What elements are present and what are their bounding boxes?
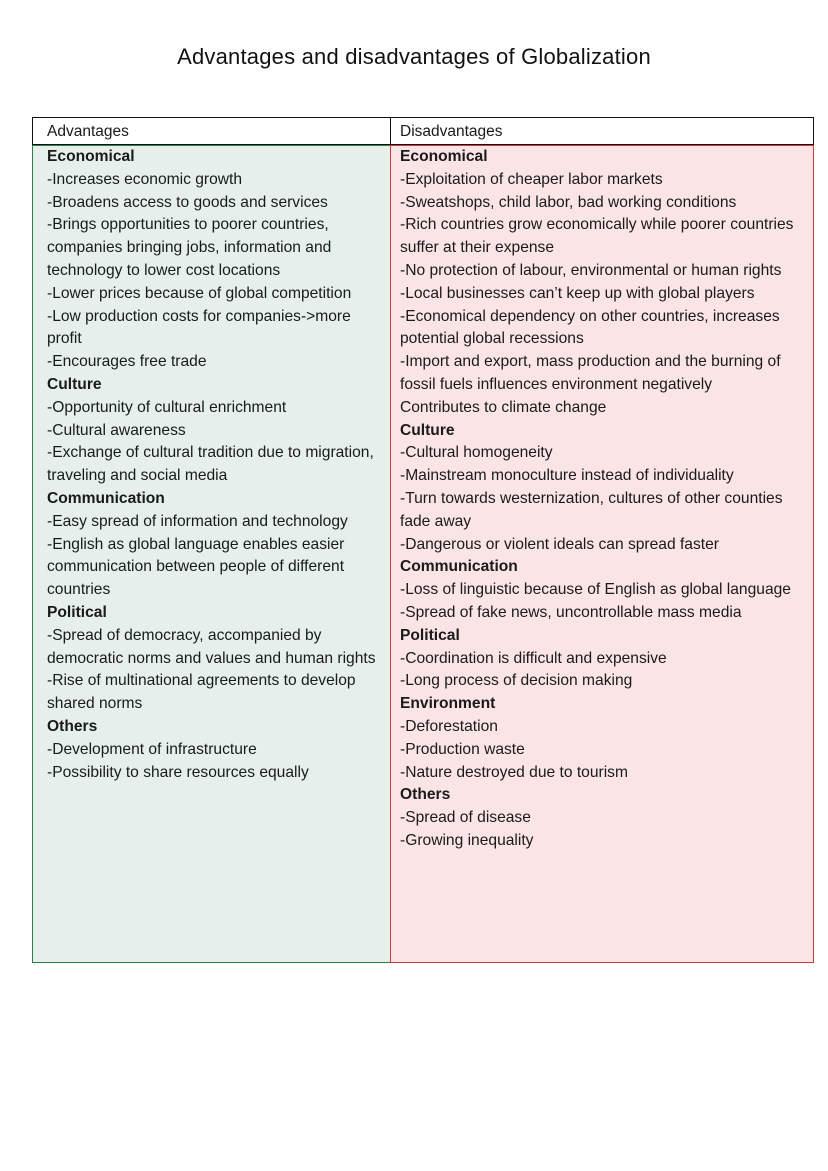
section-heading: Others [47,717,98,735]
disadvantages-column [390,145,814,963]
list-item: -Rise of multinational agreements to develop shared norms [47,672,356,713]
section-heading: Culture [47,375,102,393]
list-item: -Easy spread of information and technology [47,512,348,530]
list-item: -Brings opportunities to poorer countries, companies bringing jobs, information and technology to lower cost locations [47,216,332,279]
section-heading: Others [400,786,451,804]
list-item: -Long process of decision making [400,672,633,690]
list-item: -Encourages free trade [47,353,207,371]
list-item: -Spread of disease [400,809,531,827]
list-item: -Sweatshops, child labor, bad working conditions [400,193,737,211]
list-item: -Cultural homogeneity [400,444,553,462]
page-title: Advantages and disadvantages of Globalization [177,44,651,69]
list-item: -Turn towards westernization, cultures of other counties fade away [400,489,783,530]
list-item: -Deforestation [400,717,498,735]
section-heading: Communication [400,558,518,576]
list-item: -Local businesses can’t keep up with global players [400,284,755,302]
advantages-column [32,145,391,963]
section-heading: Environment [400,695,496,713]
list-item: -Loss of linguistic because of English as global language [400,581,791,599]
list-item: -Increases economic growth [47,170,243,188]
list-item: -Nature destroyed due to tourism [400,763,628,781]
list-item: -Development of infrastructure [47,740,257,758]
comparison-table [32,117,814,963]
section-heading: Economical [47,148,135,165]
list-item: -Spread of fake news, uncontrollable mass media [400,603,742,621]
section-heading: Economical [400,148,488,165]
list-item: -Opportunity of cultural enrichment [47,398,287,416]
list-item: -Cultural awareness [47,421,186,439]
list-item: -Production waste [400,740,525,758]
list-item: -Dangerous or violent ideals can spread faster [400,535,719,553]
list-item: -Spread of democracy, accompanied by democratic norms and values and human rights [47,626,376,667]
section-heading: Political [47,603,107,621]
section-heading: Culture [400,421,455,439]
list-item: -Rich countries grow economically while poorer countries suffer at their expense [400,216,794,257]
list-item: -No protection of labour, environmental or human rights [400,261,782,279]
list-item: Contributes to climate change [400,398,607,416]
list-item: -Possibility to share resources equally [47,763,309,781]
list-item: -Broadens access to goods and services [47,193,328,211]
list-item: -Low production costs for companies->more profit [47,307,351,348]
list-item: -Import and export, mass production and the burning of fossil fuels influences environment negatively [400,353,781,393]
list-item: -Growing inequality [400,831,534,849]
list-item: -Economical dependency on other countries, increases potential global recessions [400,307,780,348]
list-item: -Exploitation of cheaper labor markets [400,170,663,188]
section-heading: Communication [47,489,165,507]
advantages-header: Advantages [32,117,391,145]
list-item: -English as global language enables easier communication between people of different countries [47,535,345,599]
disadvantages-header: Disadvantages [390,117,814,145]
list-item: -Coordination is difficult and expensive [400,649,667,667]
section-heading: Political [400,626,460,644]
list-item: -Mainstream monoculture instead of individuality [400,467,734,485]
list-item: -Exchange of cultural tradition due to migration, traveling and social media [47,444,374,485]
list-item: -Lower prices because of global competition [47,284,352,302]
